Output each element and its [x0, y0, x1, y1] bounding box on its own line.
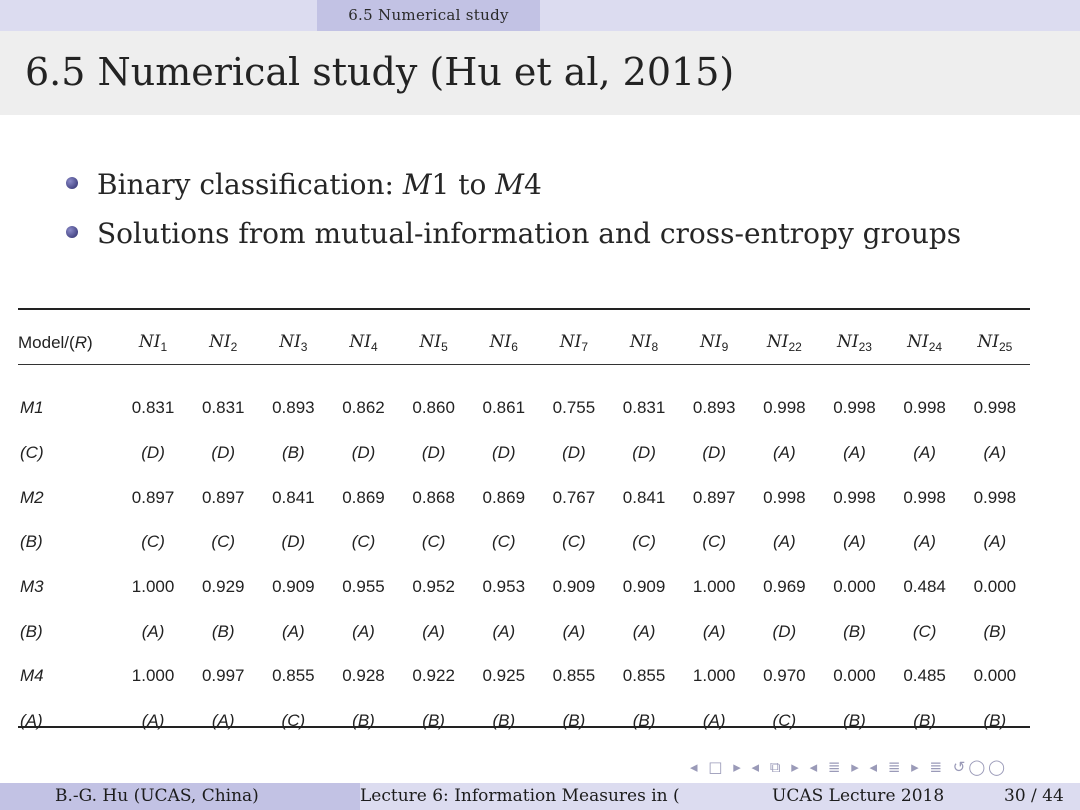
table-row — [18, 654, 1030, 699]
table-cell: 0.970 — [763, 666, 806, 686]
table-cell: 0.953 — [482, 577, 526, 597]
table-cell: 0.485 — [903, 666, 946, 686]
table-cell: (B) — [983, 711, 1007, 731]
table-row — [18, 475, 1030, 520]
table-cell: 0.897 — [692, 487, 736, 507]
table-cell: 0.861 — [482, 398, 526, 418]
table-cell: 0.928 — [342, 666, 385, 686]
header-col: $NI_4$ — [349, 332, 378, 354]
table-cell: 0.868 — [412, 487, 455, 507]
header-col: $NI_8$ — [629, 332, 659, 354]
table-cell: (D) — [562, 443, 586, 463]
results-table — [18, 322, 1030, 744]
table-cell: (B) — [843, 621, 866, 641]
table-cell: (B) — [913, 711, 936, 731]
header-col: $NI_{24}$ — [907, 332, 943, 354]
math-num: 1 — [431, 168, 450, 201]
table-cell: (C) — [281, 711, 306, 731]
section-nav-label[interactable]: 6.5 Numerical study — [317, 0, 540, 31]
table-cell: 0.922 — [412, 666, 455, 686]
table-row — [18, 520, 1030, 565]
table-cell: (B) — [492, 711, 516, 731]
table-cell: (D) — [211, 443, 236, 463]
bullet-dot-icon — [66, 177, 78, 189]
table-cell: (D) — [491, 443, 516, 463]
table-cell: 0.897 — [131, 487, 175, 507]
table-cell: (A) — [773, 443, 796, 463]
header-col: $NI_5$ — [419, 332, 448, 354]
table-cell: (B) — [422, 711, 445, 731]
beamer-nav-icons[interactable]: ◂ □ ▸ ◂ ⧉ ▸ ◂ ≣ ▸ ◂ ≣ ▸ ≣ ↺◯◯ — [690, 758, 1008, 776]
table-cell: (C) — [562, 532, 586, 552]
table-cell: (A) — [352, 621, 375, 641]
table-cell: (A) — [141, 711, 165, 731]
table-cell: 1.000 — [692, 577, 736, 597]
table-body — [18, 386, 1030, 744]
header-col: $NI_7$ — [559, 332, 589, 354]
table-cell: (B) — [843, 711, 866, 731]
table-cell: 1.000 — [692, 666, 736, 686]
table-cell: (C) — [632, 532, 656, 552]
top-section-bar — [0, 0, 1080, 31]
table-cell: 0.841 — [272, 487, 315, 507]
table-cell: (A) — [843, 443, 866, 463]
table-cell: 0.909 — [552, 577, 596, 597]
table-cell: (C) — [912, 621, 937, 641]
table-cell: 0.997 — [201, 666, 245, 686]
footer-page-number: 30 / 44 — [1004, 786, 1064, 806]
table-cell: 0.855 — [552, 666, 596, 686]
table-cell: 0.862 — [342, 398, 385, 418]
table-cell: 0.897 — [201, 487, 245, 507]
table-cell: 0.893 — [692, 398, 736, 418]
table-cell: 0.909 — [622, 577, 666, 597]
row-label: (C) — [20, 443, 44, 463]
table-cell: 0.855 — [272, 666, 315, 686]
table-cell: 0.755 — [552, 398, 596, 418]
table-row — [18, 431, 1030, 476]
table-cell: (A) — [773, 532, 796, 552]
table-cell: (B) — [562, 711, 586, 731]
table-cell: (B) — [632, 711, 656, 731]
table-cell: (A) — [282, 621, 305, 641]
table-cell: (A) — [422, 621, 445, 641]
table-cell: 0.831 — [131, 398, 175, 418]
bullet-item-classification — [66, 160, 961, 209]
table-cell: 0.484 — [903, 577, 946, 597]
footer-lecture: Lecture 6: Information Measures in ( — [360, 786, 680, 806]
table-cell: 0.998 — [973, 487, 1017, 507]
header-col: $NI_{25}$ — [977, 332, 1013, 354]
table-cell: 0.998 — [833, 398, 876, 418]
table-cell: (A) — [141, 621, 165, 641]
table-cell: (A) — [562, 621, 586, 641]
bullet-text: Solutions from mutual-information and cross-entropy groups — [97, 217, 962, 250]
table-cell: 0.831 — [201, 398, 245, 418]
bullet-item-solutions — [66, 209, 961, 258]
table-cell: (B) — [282, 443, 305, 463]
table-cell: (C) — [702, 532, 726, 552]
table-header-row — [18, 322, 1030, 364]
table-cell: (C) — [772, 711, 797, 731]
table-cell: 0.925 — [482, 666, 526, 686]
table-row — [18, 699, 1030, 744]
table-cell: 0.767 — [552, 487, 596, 507]
table-cell: 0.998 — [833, 487, 876, 507]
table-cell: 0.893 — [272, 398, 315, 418]
table-cell: (D) — [351, 443, 376, 463]
table-cell: (A) — [913, 532, 936, 552]
row-label: M1 — [20, 398, 44, 418]
table-cell: (A) — [983, 443, 1007, 463]
table-cell: (B) — [211, 621, 235, 641]
footer-bar — [0, 783, 1080, 810]
math-var: M — [495, 168, 524, 201]
header-col: $NI_1$ — [138, 332, 168, 354]
header-col: $NI_{22}$ — [766, 332, 802, 354]
table-cell: (D) — [772, 621, 797, 641]
slide-title: 6.5 Numerical study (Hu et al, 2015) — [25, 50, 735, 94]
table-cell: (C) — [421, 532, 446, 552]
table-cell: 0.998 — [763, 398, 806, 418]
table-cell: (C) — [351, 532, 376, 552]
table-cell: (C) — [491, 532, 516, 552]
bullet-text: to — [449, 168, 496, 201]
header-col: $NI_3$ — [279, 332, 308, 354]
table-cell: 0.831 — [622, 398, 666, 418]
table-cell: (D) — [141, 443, 165, 463]
header-col: $NI_6$ — [489, 332, 518, 354]
table-cell: 0.929 — [201, 577, 245, 597]
footer-venue: UCAS Lecture 2018 — [772, 786, 945, 806]
table-row — [18, 565, 1030, 610]
table-cell: (A) — [913, 443, 936, 463]
table-cell: (A) — [843, 532, 866, 552]
table-cell: 0.855 — [622, 666, 666, 686]
math-var: M — [402, 168, 432, 201]
table-cell: 0.841 — [622, 487, 666, 507]
table-cell: (C) — [211, 532, 236, 552]
table-cell: 0.952 — [412, 577, 455, 597]
table-cell: 0.000 — [973, 666, 1017, 686]
table-cell: 0.909 — [272, 577, 315, 597]
table-cell: 0.998 — [763, 487, 806, 507]
math-num: 4 — [523, 168, 542, 201]
table-cell: (D) — [632, 443, 656, 463]
header-col: $NI_9$ — [700, 332, 729, 354]
table-row — [18, 609, 1030, 654]
table-cell: 1.000 — [131, 577, 175, 597]
table-cell: (B) — [983, 621, 1007, 641]
table-cell: (A) — [492, 621, 516, 641]
table-cell: 0.000 — [833, 577, 876, 597]
bullet-list — [66, 160, 961, 258]
table-cell: (A) — [632, 621, 656, 641]
frame-title-bar — [0, 31, 1080, 115]
table-cell: (A) — [983, 532, 1007, 552]
row-label: (B) — [20, 532, 43, 552]
table-cell: 0.998 — [903, 398, 946, 418]
table-cell: (D) — [702, 443, 726, 463]
table-cell: (A) — [702, 711, 726, 731]
table-cell: 0.998 — [903, 487, 946, 507]
footer-author: B.-G. Hu (UCAS, China) — [55, 786, 259, 806]
table-cell: (D) — [421, 443, 446, 463]
bullet-text: Binary classification: — [97, 168, 403, 201]
table-cell: 0.000 — [973, 577, 1017, 597]
table-cell: 0.869 — [482, 487, 526, 507]
table-top-rule — [18, 308, 1030, 310]
row-label: M4 — [20, 666, 44, 686]
table-cell: (B) — [352, 711, 375, 731]
table-cell: 0.860 — [412, 398, 455, 418]
table-cell: (A) — [211, 711, 235, 731]
row-label: (B) — [20, 621, 43, 641]
table-cell: (A) — [702, 621, 726, 641]
row-label: M3 — [20, 577, 44, 597]
table-cell: 0.955 — [342, 577, 385, 597]
table-cell: (C) — [141, 532, 165, 552]
table-row — [18, 386, 1030, 431]
row-label: M2 — [20, 487, 44, 507]
table-cell: 0.869 — [342, 487, 385, 507]
header-model: Model/(R) — [18, 333, 93, 352]
table-cell: 0.000 — [833, 666, 876, 686]
bullet-dot-icon — [66, 226, 78, 238]
table-cell: 0.998 — [973, 398, 1017, 418]
table-cell: 1.000 — [131, 666, 175, 686]
table-cell: 0.969 — [763, 577, 806, 597]
header-col: $NI_{23}$ — [837, 332, 872, 354]
table-cell: (D) — [281, 532, 306, 552]
row-label: (A) — [20, 711, 43, 731]
header-col: $NI_2$ — [209, 332, 238, 354]
